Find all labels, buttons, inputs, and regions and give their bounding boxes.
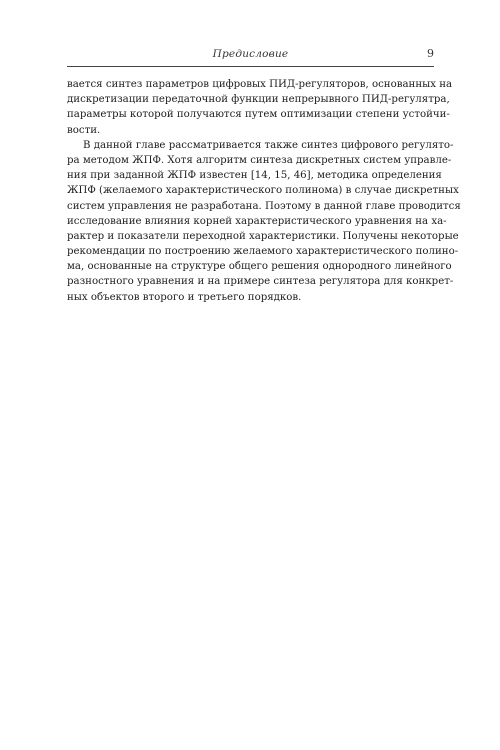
- text-line: ния при заданной ЖПФ известен [14, 15, 46], методика определения: [67, 170, 442, 182]
- running-title: Предисловие: [212, 48, 289, 60]
- text-line: рактер и показатели переходной характеристики. Получены некоторые: [67, 230, 459, 242]
- text-line: В данной главе рассматривается также синтез цифрового регулято-: [83, 139, 454, 151]
- text-line: ма, основанные на структуре общего решения однородного линейного: [67, 261, 452, 273]
- paragraph: [67, 77, 453, 138]
- text-line: разностного уравнения и на примере синтеза регулятора для конкрет-: [67, 276, 454, 288]
- text-line: систем управления не разработана. Поэтому в данной главе проводится: [67, 200, 461, 212]
- header-rule: [67, 66, 434, 67]
- text-line: ЖПФ (желаемого характеристического полинома) в случае дискретных: [67, 185, 459, 197]
- text-line: дискретизации передаточной функции непрерывного ПИД-регулятра,: [67, 94, 450, 106]
- page-number: 9: [427, 47, 434, 60]
- text-line: рекомендации по построению желаемого характеристического полино-: [67, 246, 459, 258]
- text-line: вости.: [67, 124, 101, 136]
- text-line: ных объектов второго и третьего порядков.: [67, 291, 302, 303]
- body-text: [67, 77, 461, 305]
- text-line: исследование влияния корней характеристического уравнения на ха-: [67, 215, 447, 227]
- paragraph: [67, 138, 461, 305]
- running-head: [67, 46, 434, 64]
- text-line: ра методом ЖПФ. Хотя алгоритм синтеза дискретных систем управле-: [67, 154, 452, 166]
- text-line: параметры которой получаются путем оптимизации степени устойчи-: [67, 109, 450, 121]
- text-line: вается синтез параметров цифровых ПИД-регуляторов, основанных на: [67, 79, 453, 90]
